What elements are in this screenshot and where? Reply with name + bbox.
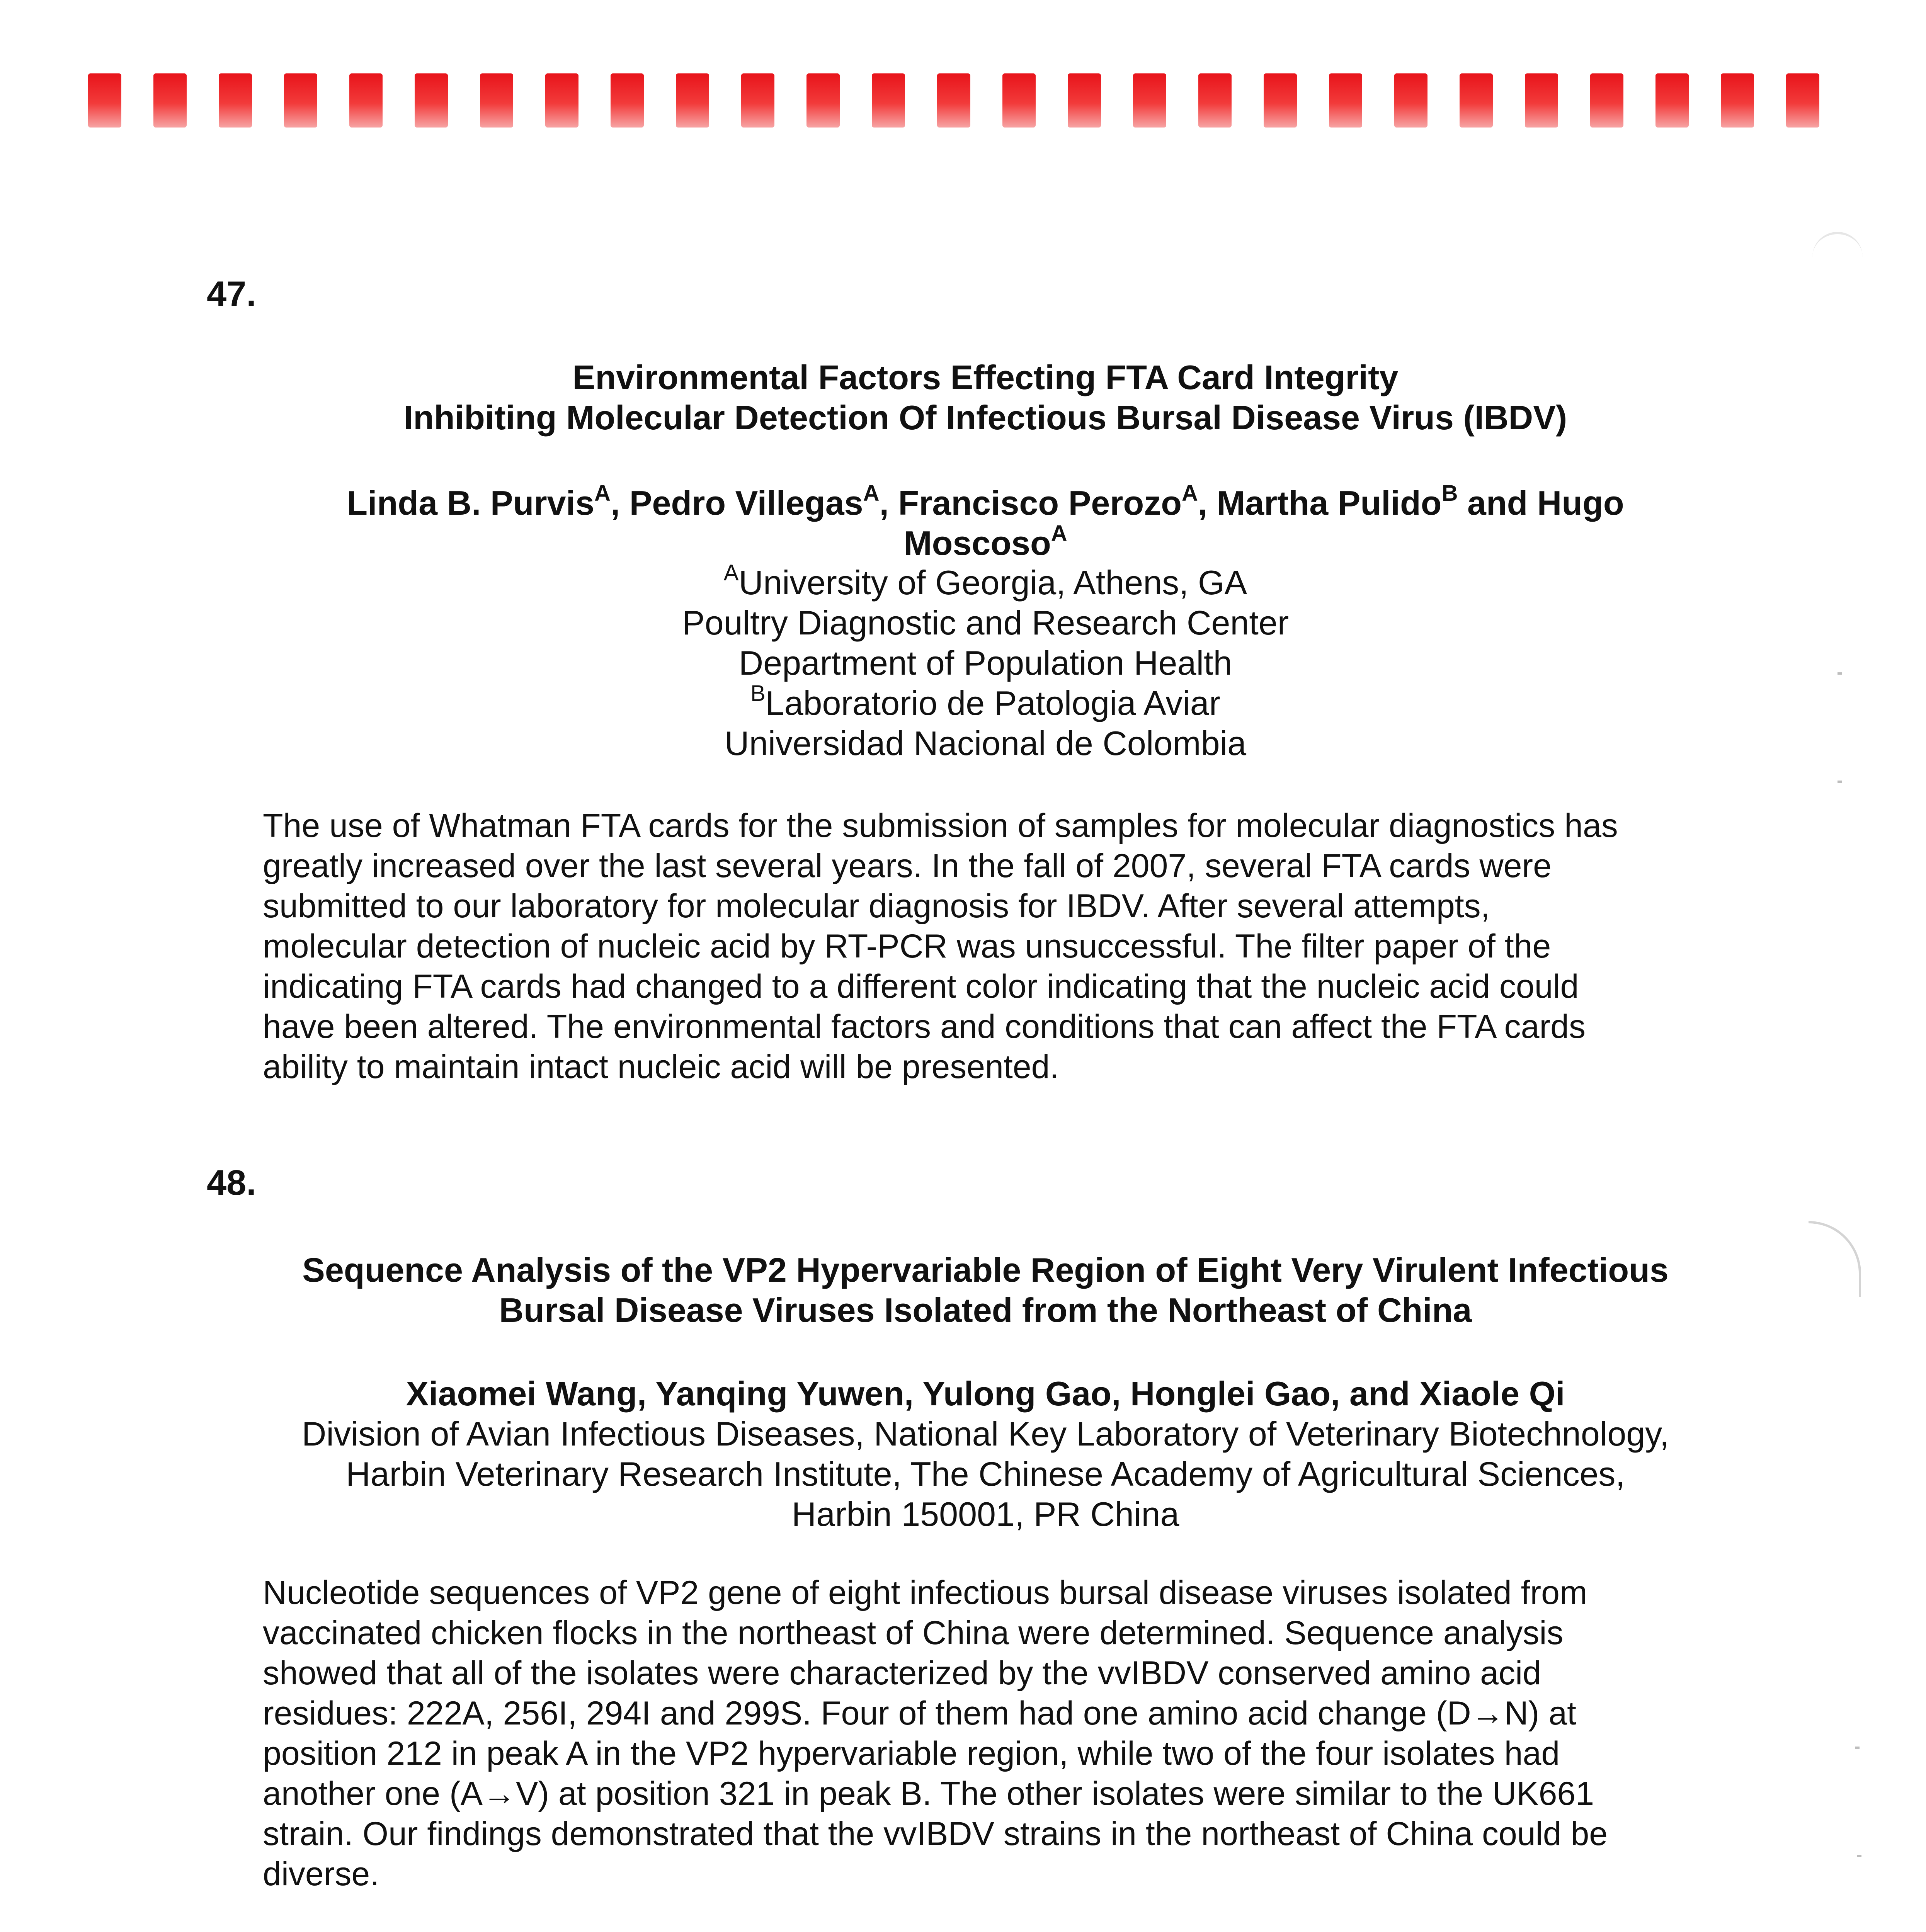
author-name: , Martha Pulido [1198, 484, 1442, 522]
affiliation-marker: A [1051, 520, 1067, 546]
abstract-line: ability to maintain intact nucleic acid will be presented. [263, 1048, 1059, 1085]
abstract-line: Nucleotide sequences of VP2 gene of eight infectious bursal disease viruses isolated from [263, 1574, 1587, 1611]
abstract-line: greatly increased over the last several years. In the fall of 2007, several FTA cards were [263, 847, 1552, 884]
red-block [1786, 73, 1819, 128]
affiliation-line: Harbin Veterinary Research Institute, The Chinese Academy of Agricultural Sciences, [346, 1455, 1625, 1493]
authors-line [232, 520, 1739, 563]
affiliation-text: Laboratorio de Patologia Aviar [765, 684, 1221, 722]
scan-mark [1812, 232, 1863, 265]
affiliation-marker: A [863, 480, 880, 506]
red-block [741, 73, 774, 128]
title-line: Bursal Disease Viruses Isolated from the Northeast of China [499, 1291, 1472, 1329]
affiliation-marker: A [723, 560, 739, 585]
abstract-line: submitted to our laboratory for molecular diagnosis for IBDV. After several attempts, [263, 888, 1490, 925]
red-block [88, 73, 121, 128]
abstract-body [263, 806, 1724, 1087]
abstract-line: residues: 222A, 256I, 294I and 299S. Four of them had one amino acid change (D→N) at [263, 1695, 1577, 1732]
abstract-number: 47. [207, 274, 256, 314]
affiliation-line: Universidad Nacional de Colombia [724, 724, 1247, 762]
red-block [1264, 73, 1297, 128]
scan-mark [1838, 781, 1842, 783]
affiliations [232, 1414, 1739, 1534]
red-block [1590, 73, 1623, 128]
affiliation-line [232, 680, 1739, 723]
abstract-line: another one (A→V) at position 321 in peak B. The other isolates were similar to the UK661 [263, 1775, 1594, 1812]
authors-line [232, 480, 1739, 523]
red-block [1721, 73, 1754, 128]
red-block [806, 73, 840, 128]
author-list [232, 1374, 1739, 1414]
scan-mark [1855, 1747, 1860, 1749]
author-name: , Francisco Perozo [879, 484, 1182, 522]
red-block [415, 73, 448, 128]
abstract-line: molecular detection of nucleic acid by RT-PCR was unsuccessful. The filter paper of the [263, 928, 1551, 965]
author-name: Moscoso [903, 524, 1051, 562]
affiliation-line: Department of Population Health [738, 644, 1232, 682]
abstract-line: position 212 in peak A in the VP2 hypervariable region, while two of the four isolates had [263, 1735, 1560, 1772]
author-name: Linda B. Purvis [347, 484, 594, 522]
red-block [284, 73, 317, 128]
abstract-line: strain. Our findings demonstrated that the vvIBDV strains in the northeast of China could be [263, 1815, 1608, 1852]
abstract-title [232, 1250, 1739, 1330]
affiliation-text: University of Georgia, Athens, GA [738, 563, 1247, 602]
title-line: Inhibiting Molecular Detection Of Infectious Bursal Disease Virus (IBDV) [403, 398, 1567, 437]
red-block [1394, 73, 1427, 128]
title-line: Environmental Factors Effecting FTA Card Integrity [572, 358, 1399, 396]
abstract-line: have been altered. The environmental factors and conditions that can affect the FTA cards [263, 1008, 1586, 1045]
red-block [480, 73, 513, 128]
affiliation-line [232, 560, 1739, 603]
title-line: Sequence Analysis of the VP2 Hypervariable Region of Eight Very Virulent Infectious [302, 1251, 1669, 1289]
scan-mark [1809, 1221, 1861, 1297]
affiliation-line: Poultry Diagnostic and Research Center [682, 604, 1289, 642]
red-block [872, 73, 905, 128]
decorative-red-band [88, 73, 1819, 128]
affiliation-marker: B [1441, 480, 1458, 506]
abstract-line: showed that all of the isolates were characterized by the vvIBDV conserved amino acid [263, 1655, 1541, 1692]
red-block [1133, 73, 1166, 128]
red-block [1002, 73, 1036, 128]
red-block [1460, 73, 1493, 128]
abstract-title [232, 357, 1739, 438]
affiliation-marker: A [1181, 480, 1198, 506]
red-block [676, 73, 709, 128]
scan-mark [1857, 1855, 1861, 1857]
author-list [232, 480, 1739, 563]
red-block [349, 73, 383, 128]
red-block [1198, 73, 1232, 128]
affiliations [232, 560, 1739, 764]
scan-mark [1838, 672, 1842, 675]
abstract-line: vaccinated chicken flocks in the northeast of China were determined. Sequence analysis [263, 1614, 1564, 1651]
red-block [611, 73, 644, 128]
author-name: and Hugo [1458, 484, 1624, 522]
abstract-line: diverse. [263, 1855, 379, 1893]
affiliation-line: Division of Avian Infectious Diseases, National Key Laboratory of Veterinary Biotechnology, [301, 1415, 1669, 1453]
abstract-line: The use of Whatman FTA cards for the submission of samples for molecular diagnostics has [263, 807, 1618, 844]
author-name: , Pedro Villegas [610, 484, 863, 522]
abstract-number: 48. [207, 1163, 256, 1202]
red-block [153, 73, 187, 128]
affiliation-line: Harbin 150001, PR China [791, 1495, 1179, 1533]
red-block [1525, 73, 1558, 128]
authors-line: Xiaomei Wang, Yanqing Yuwen, Yulong Gao, Honglei Gao, and Xiaole Qi [406, 1374, 1565, 1413]
red-block [1655, 73, 1689, 128]
affiliation-marker: A [594, 480, 611, 506]
red-block [937, 73, 970, 128]
abstract-line: indicating FTA cards had changed to a different color indicating that the nucleic acid could [263, 968, 1579, 1005]
abstract-body [263, 1573, 1724, 1894]
affiliation-marker: B [750, 680, 766, 706]
red-block [219, 73, 252, 128]
red-block [1329, 73, 1362, 128]
red-block [545, 73, 578, 128]
red-block [1068, 73, 1101, 128]
